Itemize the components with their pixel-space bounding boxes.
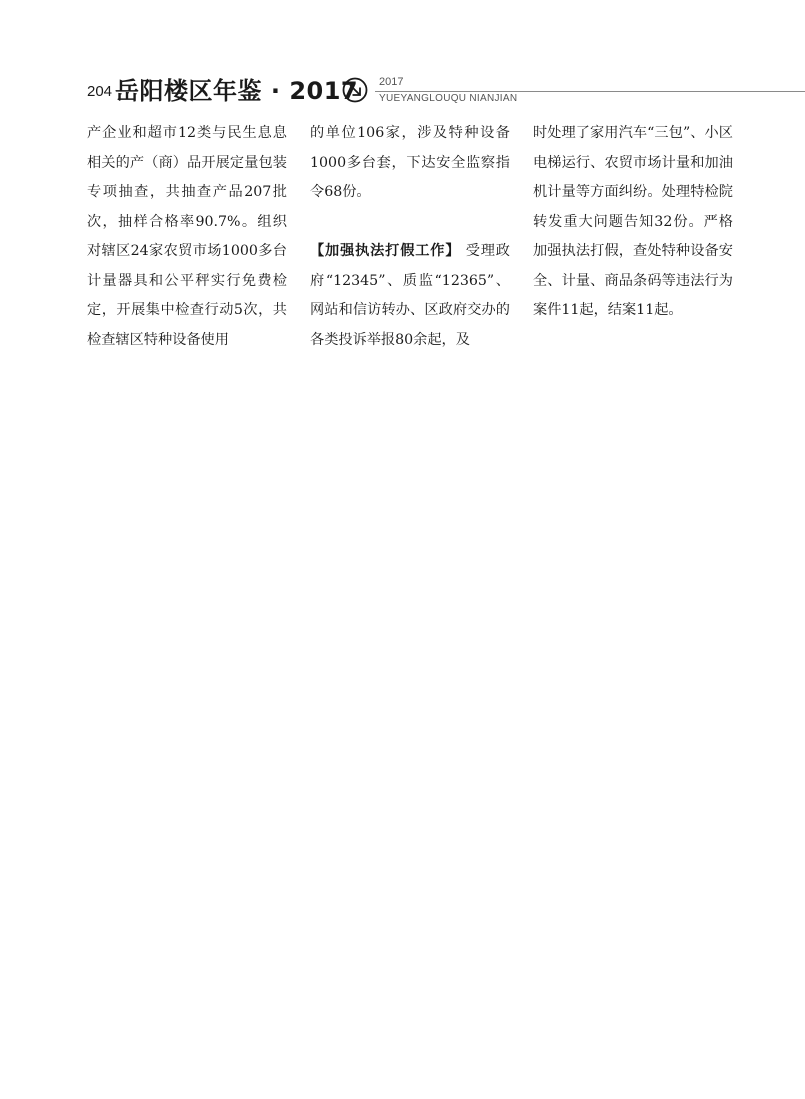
header-divider — [375, 91, 805, 92]
page-header — [0, 0, 805, 110]
paragraph-enforcement-continued: 时处理了家用汽车“三包”、小区电梯运行、农贸市场计量和加油机计量等方面纠纷。处理特检院转发重大问题告知32份。严格加强执法打假，查处特种设备安全、计量、商品条码等违法行为案件11起，结案11起。 — [533, 125, 733, 318]
yearbook-title: 岳阳楼区年鉴 · 2017 — [115, 77, 359, 105]
header-year: 2017 — [379, 76, 404, 88]
arrow-circle-icon — [342, 77, 368, 103]
section-heading: 【加强执法打假工作】 — [310, 243, 461, 259]
paragraph-inspection-continued: 的单位106家，涉及特种设备1000多台套，下达安全监察指令68份。 — [310, 125, 510, 200]
paragraph-enforcement — [310, 237, 510, 355]
text-column-1 — [87, 119, 287, 355]
section-heading-body: 受理政府“12345”、质监“12365”、网站和信访转办、区政府交办的各类投诉举报80余起，及 — [310, 243, 510, 348]
paragraph-gap — [310, 208, 510, 238]
text-column-2 — [310, 119, 510, 355]
header-pinyin: YUEYANGLOUQU NIANJIAN — [379, 93, 518, 104]
paragraph-inspection: 产企业和超市12类与民生息息相关的产（商）品开展定量包装专项抽查，共抽查产品207批次，抽样合格率90.7%。组织对辖区24家农贸市场1000多台计量器具和公平秤实行免费检定，开展集中检查行动5次，共检查辖区特种设备使用 — [87, 125, 287, 348]
text-column-3 — [533, 119, 733, 326]
page-number: 204 — [87, 83, 113, 100]
